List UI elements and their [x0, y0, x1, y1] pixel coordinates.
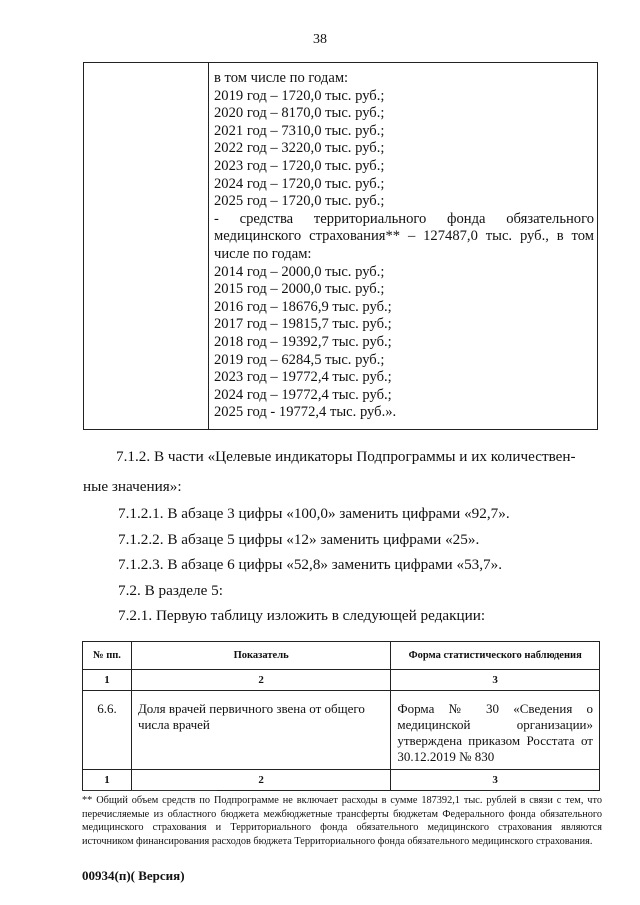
table-row	[83, 691, 600, 770]
footer-number: 2	[131, 770, 390, 791]
header-num: № пп.	[83, 642, 132, 670]
budget-line: 2019 год – 6284,5 тыс. руб.;	[214, 351, 385, 368]
footnote-separator	[82, 790, 217, 791]
budget-line: 2020 год – 8170,0 тыс. руб.;	[214, 105, 385, 122]
footer-number-row	[83, 770, 600, 791]
budget-line: 2017 год – 19815,7 тыс. руб.;	[214, 316, 392, 333]
footer-number: 1	[83, 770, 132, 791]
budget-line: 2024 год – 19772,4 тыс. руб.;	[214, 386, 392, 403]
budget-line: 2015 год – 2000,0 тыс. руб.;	[214, 281, 385, 298]
indicator-table	[82, 641, 600, 791]
budget-line: 2025 год - 19772,4 тыс. руб.».	[214, 404, 397, 421]
col-number: 2	[131, 670, 390, 691]
col-number: 1	[83, 670, 132, 691]
budget-line: 2024 год – 1720,0 тыс. руб.;	[214, 175, 385, 192]
budget-line: 2023 год – 19772,4 тыс. руб.;	[214, 369, 392, 386]
page-number: 38	[313, 32, 327, 47]
document-code: 00934(п)( Версия)	[82, 868, 185, 883]
row-indicator: Доля врачей первичного звена от общего числа врачей	[131, 691, 390, 770]
budget-line-tfoms: - средства территориального фонда обязательного медицинского страхования** – 127487,0 тыс. руб., в том числе по годам:	[214, 210, 594, 262]
row-form: Форма № 30 «Сведения о медицинской организации» утверждена приказом Росстата от 30.12.2019 № 830	[391, 691, 600, 770]
col-number: 3	[391, 670, 600, 691]
footnote: ** Общий объем средств по Подпрограмме не включает расходы в сумме 187392,1 тыс. рублей в связи с тем, что перечисляемые из областного бюджета межбюджетные трансферты бюджетам Федерального фонда обязательного медицинского страхования и Территориального фонда обязательного медицинского страхования являются источником финансирования расходов бюджета Территориального фонда обязательного медицинского страхования.	[82, 795, 602, 847]
budget-line: 2019 год – 1720,0 тыс. руб.;	[214, 87, 385, 104]
paragraph-7-1-2-3: 7.1.2.3. В абзаце 6 цифры «52,8» заменить цифрами «53,7».	[118, 556, 503, 573]
paragraph-7-2-1: 7.2.1. Первую таблицу изложить в следующей редакции:	[118, 607, 486, 624]
table-header-row	[83, 642, 600, 670]
budget-line: 2023 год – 1720,0 тыс. руб.;	[214, 157, 385, 174]
funding-table	[83, 62, 598, 430]
budget-line: 2014 год – 2000,0 тыс. руб.;	[214, 263, 385, 280]
budget-line: 2025 год – 1720,0 тыс. руб.;	[214, 193, 385, 210]
paragraph-7-1-2-2: 7.1.2.2. В абзаце 5 цифры «12» заменить цифрами «25».	[118, 531, 480, 548]
row-number: 6.6.	[83, 691, 132, 770]
footer-number: 3	[391, 770, 600, 791]
budget-line: 2018 год – 19392,7 тыс. руб.;	[214, 333, 392, 350]
budget-line: в том числе по годам:	[214, 70, 349, 86]
paragraph-7-1-2: 7.1.2. В части «Целевые индикаторы Подпрограммы и их количествен-	[116, 448, 576, 465]
table-column-divider	[208, 63, 209, 429]
paragraph-7-1-2-1: 7.1.2.1. В абзаце 3 цифры «100,0» заменить цифрами «92,7».	[118, 505, 510, 522]
funding-details	[214, 70, 594, 422]
header-indicator: Показатель	[131, 642, 390, 670]
column-number-row	[83, 670, 600, 691]
header-form: Форма статистического наблюдения	[391, 642, 600, 670]
paragraph-7-2: 7.2. В разделе 5:	[118, 582, 223, 599]
budget-line: 2016 год – 18676,9 тыс. руб.;	[214, 298, 392, 315]
paragraph-7-1-2-cont: ные значения»:	[83, 478, 182, 495]
budget-line: 2022 год – 3220,0 тыс. руб.;	[214, 140, 385, 157]
budget-line: 2021 год – 7310,0 тыс. руб.;	[214, 122, 385, 139]
